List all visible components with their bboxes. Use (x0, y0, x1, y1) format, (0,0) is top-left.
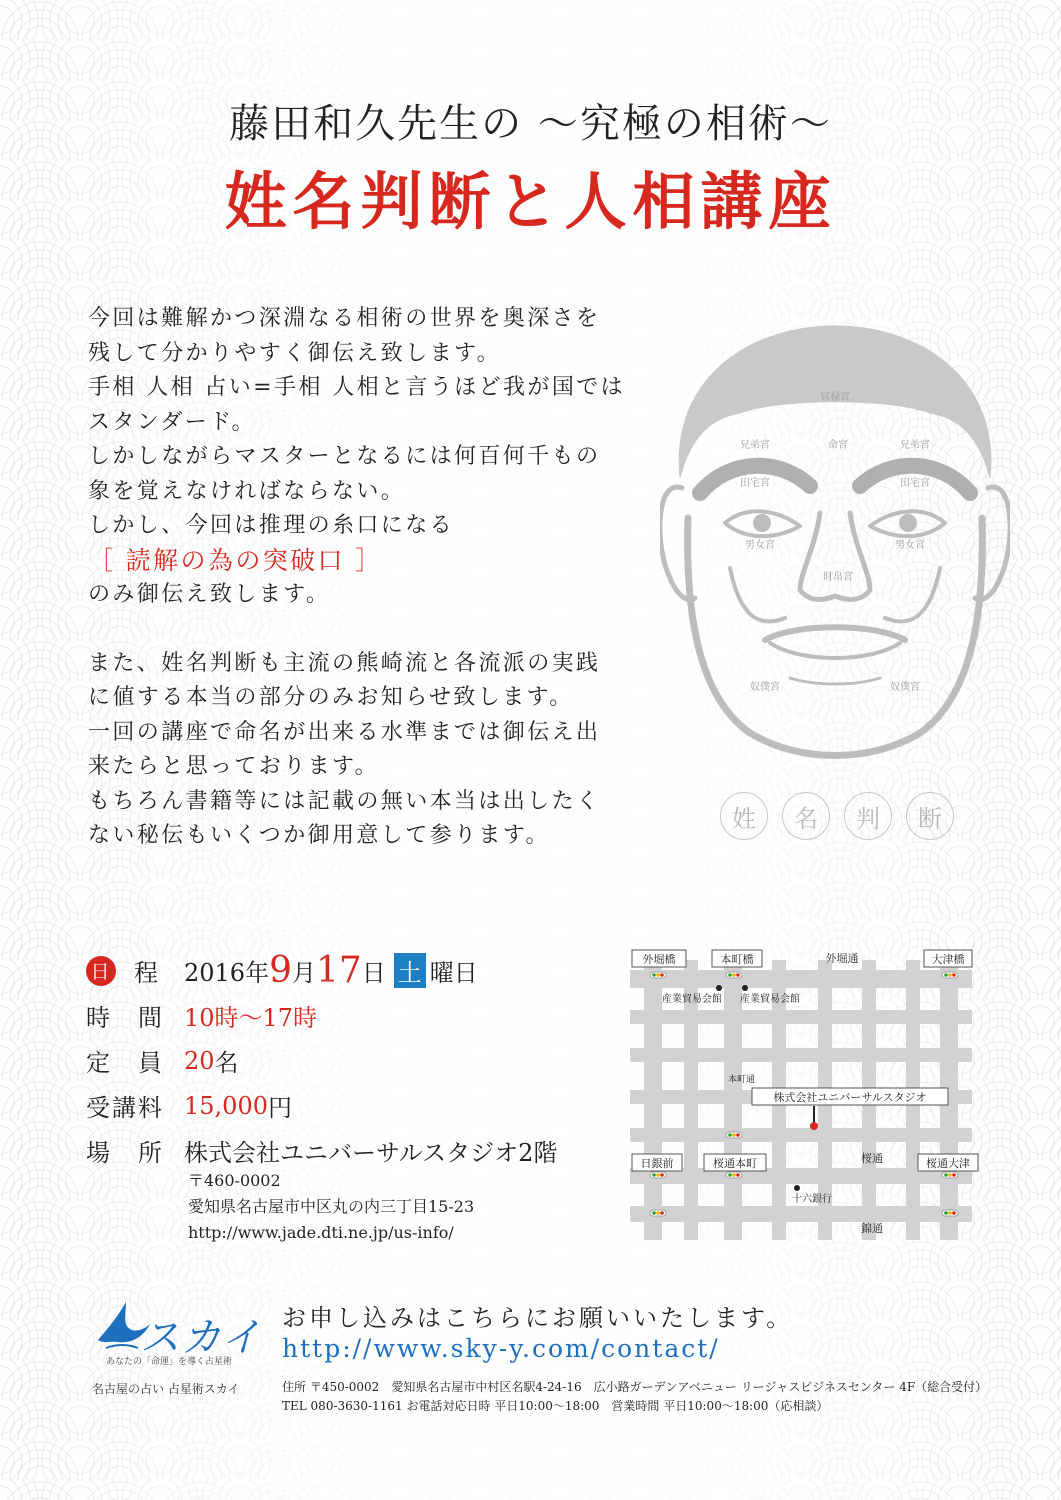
postal-code: 〒460-0002 (188, 1171, 281, 1190)
contact-info (282, 1378, 987, 1416)
label-nanjo-left: 男女宮 (745, 540, 775, 551)
map-label: 日銀前 (640, 1158, 674, 1170)
label-nanjo-right: 男女宮 (895, 540, 925, 551)
intro-line: 手相 人相 占い=手相 人相と言うほど我が国では (88, 375, 626, 400)
venue-value: 株式会社ユニバーサルスタジオ2階 (184, 1139, 558, 1167)
seal-char: 姓 (720, 792, 768, 840)
label-kyodai-left: 兄弟宮 (740, 440, 770, 451)
map-label: 桜通本町 (713, 1158, 757, 1170)
intro-highlight: ［ 読解の為の突破口 ］ (88, 545, 383, 575)
venue-row (86, 1128, 646, 1173)
venue-url[interactable]: http://www.jade.dti.ne.jp/us-info/ (188, 1223, 454, 1242)
date-label-rest: 程 (134, 959, 160, 987)
street-sotobori (630, 970, 972, 988)
apply-heading: お申し込みはこちらにお願いいたします。 (282, 1304, 794, 1332)
label-zaihaku: 財帛宮 (823, 572, 853, 583)
intro-line: 残して分かりやすく御伝え致します。 (88, 340, 502, 366)
date-year: 2016年 (184, 959, 270, 987)
intro-line: しかしながらマスターとなるには何百何千もの (88, 444, 601, 469)
map-label: 本町通 (728, 1074, 756, 1084)
label-denchaku-right: 田宅宮 (900, 478, 930, 489)
map-label: 産業貿易会館 (662, 994, 722, 1005)
fee-unit: 円 (267, 1094, 292, 1122)
intro-line: 今回は難解かつ深淵なる相術の世界を奥深さを (88, 306, 601, 331)
seal-char: 断 (906, 792, 954, 840)
fee-value: 15,000 (184, 1091, 268, 1120)
label-denchaku-left: 田宅宮 (740, 478, 770, 489)
street-nishiki (630, 1206, 972, 1222)
venue-pin (810, 1122, 818, 1130)
contact-phone-hours: TEL 080-3630-1161 お電話対応日時 平日10:00～18:00 営業時間 平日10:00～18:00（応相談） (282, 1399, 829, 1413)
capacity-unit: 名 (214, 1049, 239, 1077)
date-month-unit: 月 (291, 959, 316, 987)
fee-label: 受講料 (86, 1094, 164, 1122)
map-label: 桜通大津 (926, 1158, 970, 1170)
map-label: 産業貿易会館 (740, 994, 800, 1005)
access-map (622, 940, 982, 1248)
map-label: 外堀橋 (642, 954, 676, 966)
map-label: 桜通 (861, 1153, 883, 1165)
venue-label: 場 所 (86, 1139, 164, 1167)
date-row (86, 948, 646, 993)
lecturer-subtitle: 藤田和久先生の ～究極の相術～ (229, 101, 832, 147)
map-label: 大津橋 (931, 954, 965, 966)
intro-line: また、姓名判断も主流の熊崎流と各流派の実践 (88, 650, 601, 676)
intro-line: ない秘伝もいくつか御用意して参ります。 (88, 823, 550, 848)
contact-url-link[interactable]: http://www.sky-y.com/contact/ (282, 1334, 720, 1363)
intro-line: 象を覚えなければならない。 (88, 478, 406, 504)
time-label: 時 間 (86, 1004, 164, 1032)
capacity-value: 20 (184, 1046, 215, 1075)
intro-line: もちろん書籍等には記載の無い本当は出したく (88, 788, 601, 814)
paragraph-gap (88, 613, 648, 647)
label-kanroku: 官禄宮 (820, 392, 850, 403)
date-month: 9 (269, 950, 292, 991)
map-label: 本町橋 (720, 954, 754, 966)
intro-line: しかし、今回は推理の糸口になる (88, 513, 455, 538)
label-doboku-left: 奴僕宮 (750, 682, 780, 693)
fee-row (86, 1083, 646, 1128)
map-label: 外堀通 (825, 953, 859, 965)
event-details (86, 948, 646, 1173)
seal-row (720, 792, 954, 840)
intro-line: 一回の講座で命名が出来る水準までは御伝え出 (88, 719, 601, 745)
date-day: 17 (315, 950, 362, 991)
street-address: 愛知県名古屋市中区丸の内三丁目15-23 (188, 1197, 475, 1216)
seal-char: 名 (782, 792, 830, 840)
venue-address (188, 1168, 474, 1246)
logo-tagline: あなたの「命運」を導く占星術 (106, 1357, 233, 1367)
date-day-unit: 日 (361, 959, 386, 987)
intro-line: のみ御伝え致します。 (88, 582, 331, 607)
logo-text: スカイ (140, 1315, 262, 1361)
map-label: 十六銀行 (792, 1194, 832, 1205)
page-title: 姓名判断と人相講座 (224, 165, 837, 238)
label-kyodai-right: 兄弟宮 (900, 440, 930, 451)
capacity-label: 定 員 (86, 1049, 164, 1077)
map-label: 錦通 (861, 1223, 883, 1235)
time-row (86, 993, 646, 1038)
map-venue-label: 株式会社ユニバーサルスタジオ (773, 1092, 927, 1104)
capacity-row (86, 1038, 646, 1083)
label-doboku-right: 奴僕宮 (890, 682, 920, 693)
time-value: 10時～17時 (184, 1004, 318, 1032)
seal-char: 判 (844, 792, 892, 840)
date-label-badge: 日 (86, 956, 116, 986)
contact-address: 住所 〒450-0002 愛知県名古屋市中村区名駅4-24-16 広小路ガーデンアベニュー リージャスビジネスセンター 4F（総合受付） (282, 1380, 988, 1394)
face-illustration (660, 318, 1010, 768)
intro-line: 来たらと思っております。 (88, 754, 380, 779)
label-mei: 命宮 (828, 440, 848, 451)
intro-line: に値する本当の部分のみお知らせ致します。 (88, 685, 574, 710)
intro-text (88, 302, 648, 854)
weekday-badge: 土 (394, 953, 426, 988)
intro-line: スタンダード。 (88, 409, 256, 435)
company-name: 名古屋の占い 占星術スカイ (92, 1382, 240, 1396)
weekday-suffix: 曜日 (429, 959, 478, 987)
